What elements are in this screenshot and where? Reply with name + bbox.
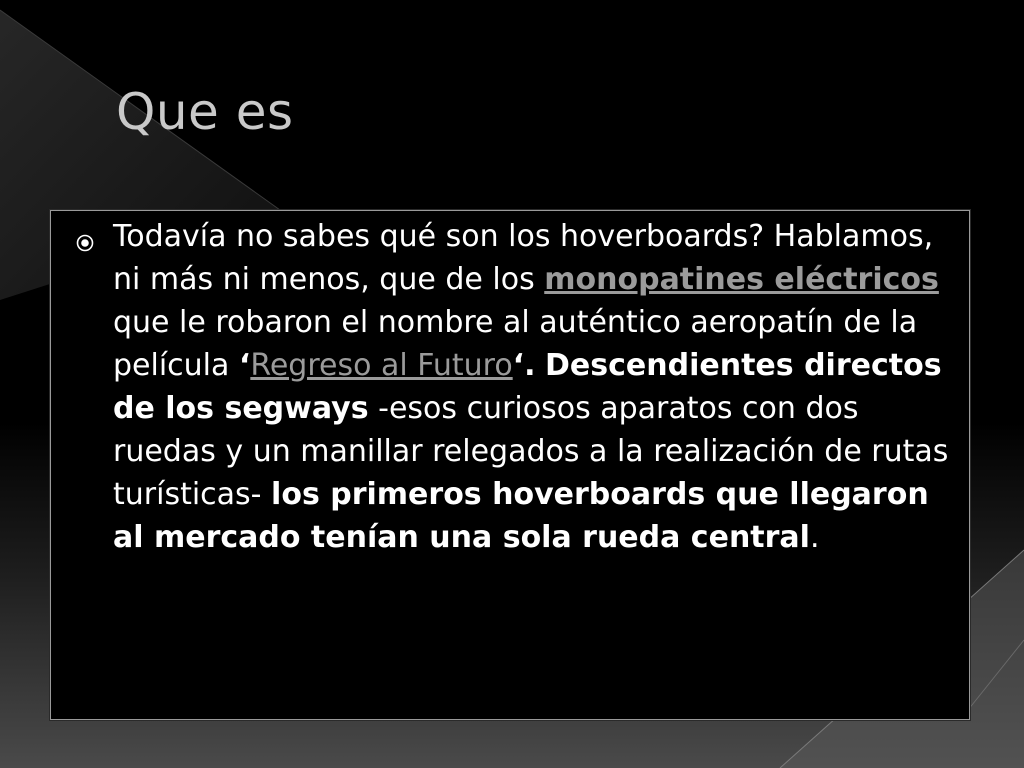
link-monopatines-electricos[interactable]: monopatines eléctricos [544, 262, 939, 297]
text-end: . [809, 520, 820, 555]
body-paragraph [113, 215, 953, 559]
link-regreso-al-futuro[interactable]: Regreso al Futuro [250, 348, 513, 383]
circled-dot-icon [75, 233, 95, 253]
slide-title: Que es [116, 83, 294, 141]
quote-close: ‘. [512, 348, 536, 383]
text-intro: Todavía no sabes qué son los hoverboards? Hablamos, ni más ni menos, que de los [113, 219, 934, 297]
bold-descendientes: Descendientes directos de los segways [113, 348, 942, 426]
text-space [535, 348, 545, 383]
bold-primeros-hoverboards: los primeros hoverboards que llegaron al mercado tenían una sola rueda central [113, 477, 929, 555]
content-box [50, 210, 970, 720]
text-middle: que le robaron el nombre al auténtico aeropatín de la película [113, 305, 918, 383]
quote-open: ‘ [238, 348, 251, 383]
text-segways-description: -esos curiosos aparatos con dos ruedas y un manillar relegados a la realización de rutas turísticas- [113, 391, 949, 512]
